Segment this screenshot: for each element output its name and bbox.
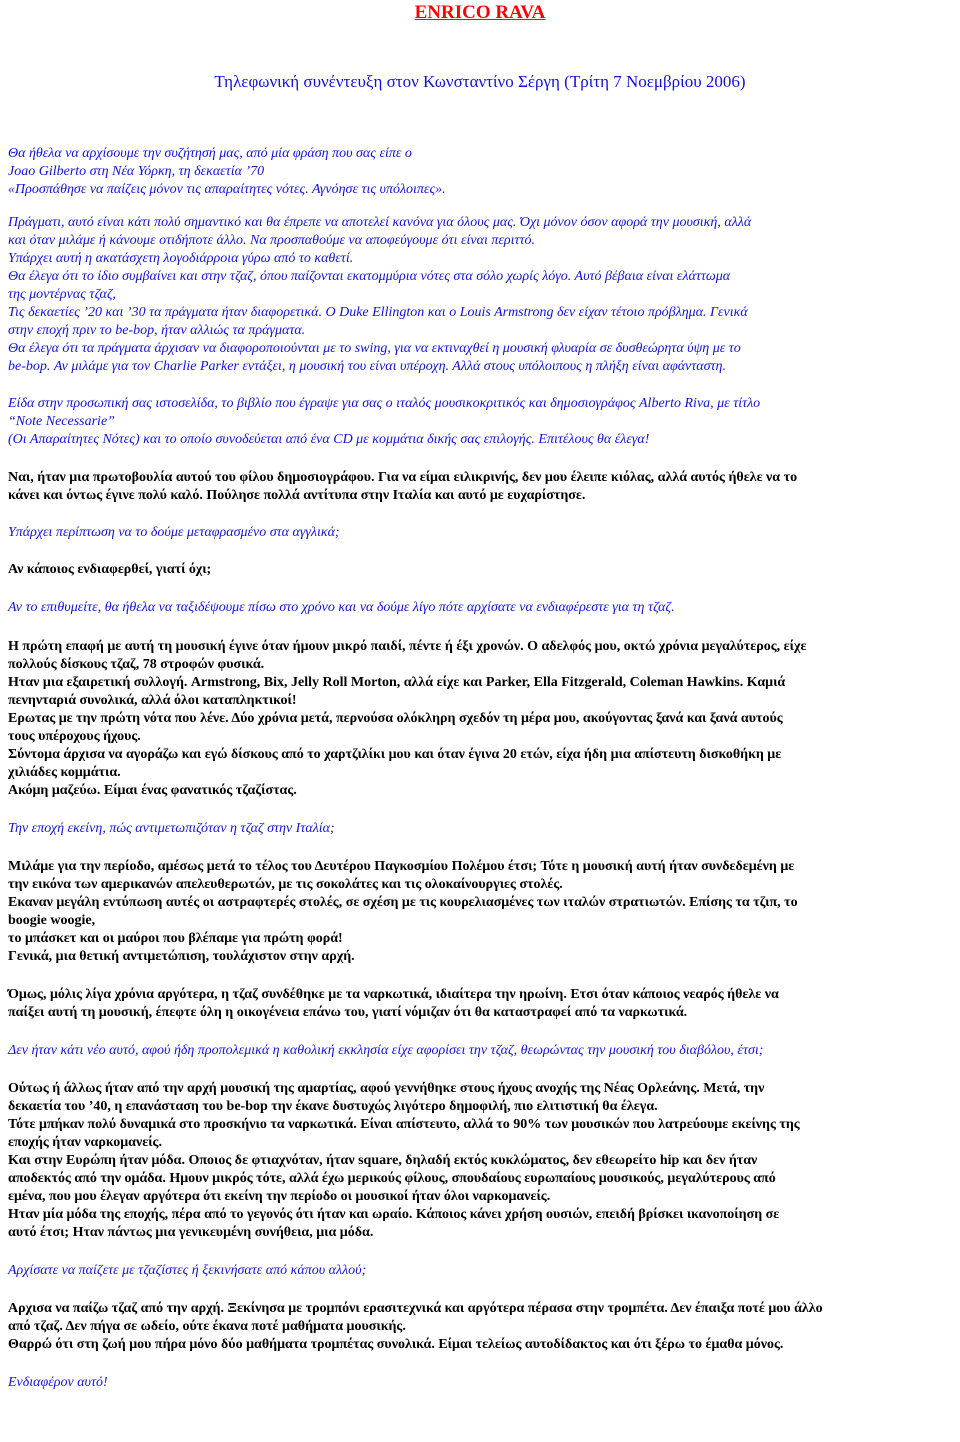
answer-line: Η πρώτη επαφή με αυτή τη μουσική έγινε όταν ήμουν μικρό παιδί, πέντε ή έξι χρονών. Ο αδελφός μου, οκτώ χρόνια μεγαλύτερος, είχε [8, 639, 807, 654]
question-line: και όταν μιλάμε ή κάνουμε οτιδήποτε άλλο. Να προσπαθούμε να αποφεύγουμε ότι είναι περιττό. [8, 233, 536, 248]
answer-line: Τότε μπήκαν πολύ δυναμικά στο προσκήνιο τα ναρκωτικά. Είναι απίστευτο, αλλά το 90% των μουσικών που λατρεύουμε εκείνης της [8, 1117, 800, 1132]
question-line: Την εποχή εκείνη, πώς αντιμετωπιζόταν η τζαζ στην Ιταλία; [8, 821, 335, 836]
question-line: Θα έλεγα ότι το ίδιο συμβαίνει και στην τζαζ, όπου παίζονται εκατομμύρια νότες στα σόλο χωρίς λόγο. Αυτό βέβαια είναι ελάττωμα [8, 269, 731, 284]
answer-line: Ακόμη μαζεύω. Είμαι ένας φανατικός τζαζίστας. [8, 783, 297, 798]
page-subtitle: Τηλεφωνική συνέντευξη στον Κωνσταντίνο Σέργη (Τρίτη 7 Νοεμβρίου 2006) [214, 72, 746, 91]
answer-line: εποχής ήταν ναρκομανείς. [8, 1135, 162, 1150]
answer-line: παίξει αυτή τη μουσική, έπεφτε όλη η οικογένεια επάνω του, γιατί νόμιζαν ότι θα καταστραφεί από τα ναρκωτικά. [8, 1005, 688, 1020]
answer-line: από τζαζ. Δεν πήγα σε ωδείο, ούτε έκανα ποτέ μαθήματα μουσικής. [8, 1319, 406, 1334]
answer-line: πενηνταριά συνολικά, αλλά όλοι καταπληκτικοί! [8, 693, 297, 708]
answer-line: δεκαετία του ’40, η επανάσταση του be-bop την έκανε δυστυχώς λιγότερο δημοφιλή, πιο ελιτιστική θα έλεγα. [8, 1099, 658, 1114]
answer-line: τους υπέροχους ήχους. [8, 729, 141, 744]
question-line: Αρχίσατε να παίζετε με τζαζίστες ή ξεκινήσατε από κάπου αλλού; [8, 1263, 367, 1278]
question-line: Πράγματι, αυτό είναι κάτι πολύ σημαντικό και θα έπρεπε να αποτελεί κανόνα για όλους μας. Όχι μόνον όσον αφορά την μουσική, αλλά [8, 215, 752, 230]
answer-line: κάνει και όντως έγινε πολύ καλό. Πούλησε πολλά αντίτυπα στην Ιταλία και αυτό με ευχαρίστησε. [8, 488, 586, 503]
answer-line: Ηταν μία μόδα της εποχής, πέρα από το γεγονός ότι ήταν και ωραίο. Κάποιος κάνει χρήση ουσιών, επειδή βρίσκει ικανοποίηση σε [8, 1207, 780, 1222]
question-line: Δεν ήταν κάτι νέο αυτό, αφού ήδη προπολεμικά η καθολική εκκλησία είχε αφορίσει την τζαζ, θεωρώντας την μουσική του διαβόλου, έτσι; [8, 1043, 764, 1058]
question-line: be-bop. Αν μιλάμε για τον Charlie Parker εντάξει, η μουσική του είναι υπέροχη. Αλλά στους υπόλοιπους η πλήξη είναι αφάνταστη. [8, 359, 726, 374]
answer-line: αυτό έτσι; Ηταν πάντως μια γενικευμένη συνήθεια, μια μόδα. [8, 1225, 374, 1240]
question-line: Υπάρχει αυτή η ακατάσχετη λογοδιάρροια γύρω από το καθετί. [8, 251, 354, 266]
question-line: Joao Gilberto στη Νέα Υόρκη, τη δεκαετία ’70 [8, 164, 265, 179]
answer-line: το μπάσκετ και οι μαύροι που βλέπαμε για πρώτη φορά! [8, 931, 343, 946]
question-line: Είδα στην προσωπική σας ιστοσελίδα, το βιβλίο που έγραψε για σας ο ιταλός μουσικοκριτικός και δημοσιογράφος Alberto Riva, με τίτλο [8, 396, 761, 411]
question-line: Θα ήθελα να αρχίσουμε την συζήτησή μας, από μία φράση που σας είπε ο [8, 146, 412, 161]
question-line: (Οι Απαραίτητες Νότες) και το οποίο συνοδεύεται από ένα CD με κομμάτια δικής σας επιλογής. Επιτέλους θα έλεγα! [8, 432, 650, 447]
answer-line: Όμως, μόλις λίγα χρόνια αργότερα, η τζαζ συνδέθηκε με τα ναρκωτικά, ιδιαίτερα την ηρωίνη. Ετσι όταν κάποιος νεαρός ήθελε να [8, 987, 779, 1002]
answer-line: Αν κάποιος ενδιαφερθεί, γιατί όχι; [8, 562, 212, 577]
answer-line: Σύντομα άρχισα να αγοράζω και εγώ δίσκους από το χαρτζιλίκι μου και όταν έγινα 20 ετών, είχα ήδη μια απίστευτη δισκοθήκη με [8, 747, 782, 762]
question-line: Αν το επιθυμείτε, θα ήθελα να ταξιδέψουμε πίσω στο χρόνο και να δούμε λίγο πότε αρχίσατε να ενδιαφέρεστε για τη τζαζ. [8, 600, 675, 615]
question-line: «Προσπάθησε να παίζεις μόνον τις απαραίτητες νότες. Αγνόησε τις υπόλοιπες». [8, 182, 446, 197]
question-line: Τις δεκαετίες ’20 και ’30 τα πράγματα ήταν διαφορετικά. Ο Duke Ellington και ο Louis Armstrong δεν είχαν τέτοιο πρόβλημα. Γενικά [8, 305, 748, 320]
answer-line: Αρχισα να παίζω τζαζ από την αρχή. Ξεκίνησα με τρομπόνι ερασιτεχνικά και αργότερα πέρασα στην τρομπέτα. Δεν έπαιξα ποτέ μου άλλο [8, 1301, 823, 1316]
answer-line: Ούτως ή άλλως ήταν από την αρχή μουσική της αμαρτίας, αφού γεννήθηκε στους ήχους ανοχής της Νέας Ορλεάνης. Μετά, την [8, 1081, 765, 1096]
answer-line: boogie woogie, [8, 913, 96, 928]
question-line: Υπάρχει περίπτωση να το δούμε μεταφρασμένο στα αγγλικά; [8, 525, 340, 540]
question-line: Ενδιαφέρον αυτό! [8, 1375, 108, 1390]
question-line: “Note Necessarie” [8, 414, 115, 429]
answer-line: Εκαναν μεγάλη εντύπωση αυτές οι αστραφτερές στολές, σε σχέση με τις κουρελιασμένες των ιταλών στρατιωτών. Επίσης τα τζιπ, το [8, 895, 798, 910]
question-line: της μοντέρνας τζαζ, [8, 287, 116, 302]
answer-line: Θαρρώ ότι στη ζωή μου πήρα μόνο δύο μαθήματα τρομπέτας συνολικά. Είμαι τελείως αυτοδίδακτος και ότι ξέρω το έμαθα μόνος. [8, 1337, 784, 1352]
page-title: ENRICO RAVA [414, 2, 546, 23]
answer-line: Ηταν μια εξαιρετική συλλογή. Armstrong, Bix, Jelly Roll Morton, αλλά είχε και Parker, Ella Fitzgerald, Coleman Hawkins. Καμιά [8, 675, 786, 690]
answer-line: Γενικά, μια θετική αντιμετώπιση, τουλάχιστον στην αρχή. [8, 949, 355, 964]
answer-line: Μιλάμε για την περίοδο, αμέσως μετά το τέλος του Δευτέρου Παγκοσμίου Πολέμου έτσι; Τότε η μουσική αυτή ήταν συνδεδεμένη με [8, 859, 795, 874]
question-line: Θα έλεγα ότι τα πράγματα άρχισαν να διαφοροποιούνται με το swing, για να εκτιναχθεί η μουσική φλυαρία σε δυσθεώρητα ύψη με το [8, 341, 741, 356]
answer-line: πολλούς δίσκους τζαζ, 78 στροφών φυσικά. [8, 657, 265, 672]
answer-line: την εικόνα των αμερικανών απελευθερωτών, με τις σοκολάτες και τις ολοκαίνουργιες στολές. [8, 877, 563, 892]
answer-line: χιλιάδες κομμάτια. [8, 765, 121, 780]
answer-line: Ναι, ήταν μια πρωτοβουλία αυτού του φίλου δημοσιογράφου. Για να είμαι ειλικρινής, δεν μου έλειπε κιόλας, αλλά αυτός ήθελε να το [8, 470, 798, 485]
answer-line: Ερωτας με την πρώτη νότα που λένε. Δύο χρόνια μετά, περνούσα ολόκληρη σχεδόν τη μέρα μου, ακούγοντας ξανά και ξανά αυτούς [8, 711, 783, 726]
answer-line: εμένα, που μου έλεγαν αργότερα ότι εκείνη την περίοδο οι μουσικοί ήταν όλοι ναρκομανείς. [8, 1189, 551, 1204]
answer-line: αποδεκτός από την ομάδα. Ημουν μικρός τότε, αλλά έχω μερικούς φίλους, σπουδαίους ευρωπαίους μουσικούς, μεγαλύτερους από [8, 1171, 776, 1186]
question-line: στην εποχή πριν το be-bop, ήταν αλλιώς τα πράγματα. [8, 323, 306, 338]
answer-line: Και στην Ευρώπη ήταν μόδα. Οποιος δε φτιαχνόταν, ήταν square, δηλαδή εκτός κυκλώματος, δεν εθεωρείτο hip και δεν ήταν [8, 1153, 758, 1168]
